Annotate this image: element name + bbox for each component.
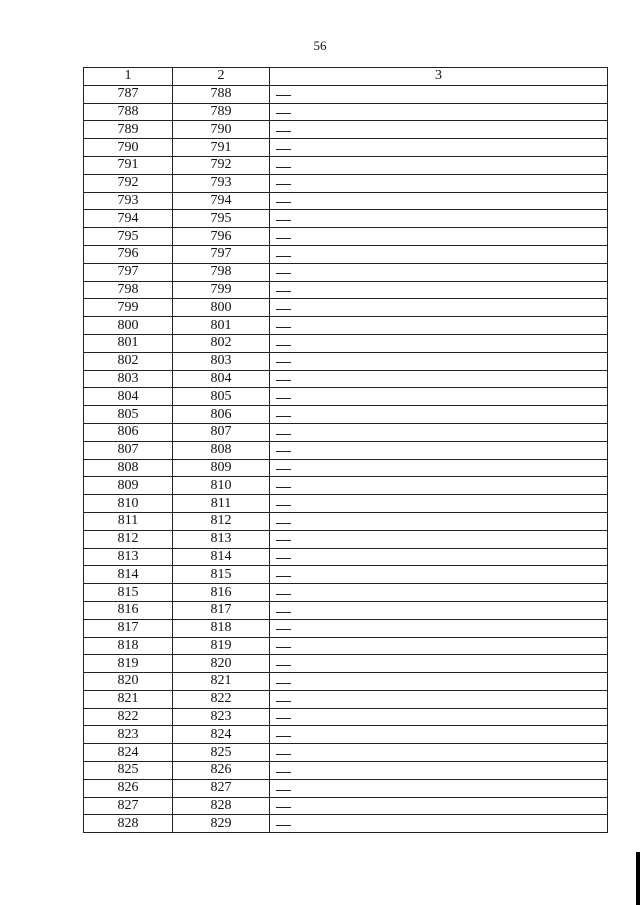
table-cell-dash xyxy=(270,370,608,388)
table-row xyxy=(84,317,608,335)
table-cell-dash xyxy=(270,726,608,744)
column-header-3: 3 xyxy=(270,68,608,86)
table-cell-col1: 789 xyxy=(84,121,173,139)
table-cell-col1: 812 xyxy=(84,530,173,548)
table-cell-col1: 805 xyxy=(84,406,173,424)
table-cell-col2: 795 xyxy=(173,210,270,228)
table-cell-col1: 791 xyxy=(84,156,173,174)
table-row xyxy=(84,245,608,263)
table-cell-col1: 809 xyxy=(84,477,173,495)
table-cell-col2: 813 xyxy=(173,530,270,548)
table-cell-col1: 806 xyxy=(84,423,173,441)
table-cell-col1: 787 xyxy=(84,85,173,103)
table-cell-col1: 810 xyxy=(84,495,173,513)
table-cell-dash xyxy=(270,352,608,370)
dash-mark xyxy=(276,362,291,363)
table-cell-dash xyxy=(270,388,608,406)
dash-mark xyxy=(276,540,291,541)
table-cell-dash xyxy=(270,655,608,673)
dash-mark xyxy=(276,167,291,168)
table-cell-col2: 815 xyxy=(173,566,270,584)
page-edge-mark xyxy=(636,852,640,905)
table-cell-dash xyxy=(270,192,608,210)
table-row xyxy=(84,726,608,744)
table-cell-col1: 820 xyxy=(84,673,173,691)
table-cell-col1: 824 xyxy=(84,744,173,762)
dash-mark xyxy=(276,220,291,221)
dash-mark xyxy=(276,184,291,185)
table-row xyxy=(84,210,608,228)
table-cell-col2: 791 xyxy=(173,139,270,157)
table-cell-dash xyxy=(270,317,608,335)
table-cell-col2: 801 xyxy=(173,317,270,335)
table-cell-col2: 796 xyxy=(173,228,270,246)
dash-mark xyxy=(276,291,291,292)
dash-mark xyxy=(276,612,291,613)
table-cell-dash xyxy=(270,512,608,530)
dash-mark xyxy=(276,451,291,452)
table-cell-col1: 813 xyxy=(84,548,173,566)
table-cell-dash xyxy=(270,263,608,281)
table-cell-col1: 800 xyxy=(84,317,173,335)
table-cell-dash xyxy=(270,228,608,246)
table-cell-col2: 829 xyxy=(173,815,270,833)
table-row xyxy=(84,779,608,797)
table-cell-col2: 818 xyxy=(173,619,270,637)
table-row xyxy=(84,281,608,299)
dash-mark xyxy=(276,772,291,773)
table-row xyxy=(84,548,608,566)
dash-mark xyxy=(276,95,291,96)
table-cell-col1: 819 xyxy=(84,655,173,673)
table-row xyxy=(84,441,608,459)
column-header-1: 1 xyxy=(84,68,173,86)
dash-mark xyxy=(276,576,291,577)
table-cell-col2: 823 xyxy=(173,708,270,726)
table-row xyxy=(84,673,608,691)
table-cell-col1: 818 xyxy=(84,637,173,655)
table-cell-col2: 817 xyxy=(173,601,270,619)
table-cell-col2: 804 xyxy=(173,370,270,388)
table-row xyxy=(84,388,608,406)
table-row xyxy=(84,121,608,139)
dash-mark xyxy=(276,736,291,737)
table-row xyxy=(84,423,608,441)
dash-mark xyxy=(276,309,291,310)
table-header-row xyxy=(84,68,608,86)
table-row xyxy=(84,601,608,619)
table-cell-col2: 822 xyxy=(173,690,270,708)
table-row xyxy=(84,708,608,726)
table-cell-col1: 815 xyxy=(84,584,173,602)
table-row xyxy=(84,85,608,103)
table-cell-dash xyxy=(270,423,608,441)
table-row xyxy=(84,139,608,157)
table-cell-col1: 821 xyxy=(84,690,173,708)
table-cell-col1: 817 xyxy=(84,619,173,637)
dash-mark xyxy=(276,273,291,274)
dash-mark xyxy=(276,380,291,381)
dash-mark xyxy=(276,345,291,346)
table-cell-dash xyxy=(270,637,608,655)
table-cell-dash xyxy=(270,690,608,708)
table-cell-col1: 823 xyxy=(84,726,173,744)
table-cell-col2: 807 xyxy=(173,423,270,441)
table-cell-col2: 826 xyxy=(173,762,270,780)
table-cell-dash xyxy=(270,334,608,352)
table-cell-dash xyxy=(270,548,608,566)
table-cell-dash xyxy=(270,406,608,424)
table-cell-col2: 805 xyxy=(173,388,270,406)
table-cell-dash xyxy=(270,619,608,637)
table-cell-dash xyxy=(270,459,608,477)
table-cell-dash xyxy=(270,281,608,299)
table-row xyxy=(84,156,608,174)
table-cell-col1: 793 xyxy=(84,192,173,210)
table-cell-col2: 809 xyxy=(173,459,270,477)
table-cell-col1: 792 xyxy=(84,174,173,192)
table-cell-dash xyxy=(270,477,608,495)
dash-mark xyxy=(276,113,291,114)
table-row xyxy=(84,584,608,602)
table-cell-col1: 790 xyxy=(84,139,173,157)
table-cell-col1: 814 xyxy=(84,566,173,584)
table-cell-col2: 803 xyxy=(173,352,270,370)
table-row xyxy=(84,192,608,210)
table-cell-dash xyxy=(270,744,608,762)
table-row xyxy=(84,762,608,780)
table-cell-col2: 808 xyxy=(173,441,270,459)
table-cell-col1: 822 xyxy=(84,708,173,726)
table-cell-col1: 807 xyxy=(84,441,173,459)
table-cell-dash xyxy=(270,530,608,548)
table-cell-col2: 816 xyxy=(173,584,270,602)
dash-mark xyxy=(276,487,291,488)
dash-mark xyxy=(276,558,291,559)
table-cell-dash xyxy=(270,85,608,103)
dash-mark xyxy=(276,505,291,506)
dash-mark xyxy=(276,647,291,648)
table-row xyxy=(84,228,608,246)
dash-mark xyxy=(276,469,291,470)
table-row xyxy=(84,815,608,833)
table-row xyxy=(84,334,608,352)
dash-mark xyxy=(276,754,291,755)
dash-mark xyxy=(276,202,291,203)
table-cell-col2: 789 xyxy=(173,103,270,121)
dash-mark xyxy=(276,683,291,684)
table-cell-dash xyxy=(270,174,608,192)
table-row xyxy=(84,459,608,477)
table-cell-col2: 821 xyxy=(173,673,270,691)
table-cell-col1: 802 xyxy=(84,352,173,370)
table-cell-col2: 798 xyxy=(173,263,270,281)
table-cell-dash xyxy=(270,495,608,513)
table-cell-col2: 828 xyxy=(173,797,270,815)
dash-mark xyxy=(276,327,291,328)
dash-mark xyxy=(276,701,291,702)
table-cell-dash xyxy=(270,797,608,815)
table-row xyxy=(84,352,608,370)
table-cell-col2: 806 xyxy=(173,406,270,424)
table-cell-col2: 827 xyxy=(173,779,270,797)
table-cell-col2: 794 xyxy=(173,192,270,210)
table-row xyxy=(84,619,608,637)
table-row xyxy=(84,103,608,121)
table-cell-col1: 797 xyxy=(84,263,173,281)
table-row xyxy=(84,530,608,548)
table-cell-dash xyxy=(270,708,608,726)
table-cell-col1: 788 xyxy=(84,103,173,121)
table-cell-col2: 797 xyxy=(173,245,270,263)
table-cell-col2: 790 xyxy=(173,121,270,139)
table-cell-dash xyxy=(270,601,608,619)
table-row xyxy=(84,406,608,424)
table-cell-col1: 825 xyxy=(84,762,173,780)
dash-mark xyxy=(276,398,291,399)
table-cell-dash xyxy=(270,441,608,459)
dash-mark xyxy=(276,718,291,719)
table-cell-dash xyxy=(270,779,608,797)
dash-mark xyxy=(276,629,291,630)
table-cell-dash xyxy=(270,673,608,691)
dash-mark xyxy=(276,434,291,435)
table-cell-col2: 810 xyxy=(173,477,270,495)
table-cell-col1: 796 xyxy=(84,245,173,263)
table-row xyxy=(84,566,608,584)
table-cell-dash xyxy=(270,103,608,121)
table-row xyxy=(84,370,608,388)
table-cell-col1: 826 xyxy=(84,779,173,797)
table-cell-col2: 800 xyxy=(173,299,270,317)
table-cell-col2: 820 xyxy=(173,655,270,673)
table-cell-dash xyxy=(270,566,608,584)
column-header-2: 2 xyxy=(173,68,270,86)
page-number: 56 xyxy=(313,38,327,53)
table-row xyxy=(84,495,608,513)
table-cell-dash xyxy=(270,299,608,317)
dash-mark xyxy=(276,665,291,666)
dash-mark xyxy=(276,416,291,417)
table-row xyxy=(84,512,608,530)
table-row xyxy=(84,655,608,673)
table-cell-col1: 827 xyxy=(84,797,173,815)
table-cell-col1: 798 xyxy=(84,281,173,299)
table-cell-col1: 804 xyxy=(84,388,173,406)
table-cell-dash xyxy=(270,156,608,174)
table-row xyxy=(84,299,608,317)
dash-mark xyxy=(276,807,291,808)
dash-mark xyxy=(276,149,291,150)
dash-mark xyxy=(276,825,291,826)
table-row xyxy=(84,744,608,762)
table-cell-col1: 795 xyxy=(84,228,173,246)
dash-mark xyxy=(276,790,291,791)
table-cell-col2: 812 xyxy=(173,512,270,530)
table-cell-col2: 819 xyxy=(173,637,270,655)
table-cell-col2: 825 xyxy=(173,744,270,762)
table-cell-dash xyxy=(270,815,608,833)
table-cell-col1: 803 xyxy=(84,370,173,388)
dash-mark xyxy=(276,523,291,524)
table-cell-col2: 802 xyxy=(173,334,270,352)
table-body xyxy=(84,85,608,832)
dash-mark xyxy=(276,238,291,239)
table-cell-col2: 792 xyxy=(173,156,270,174)
table-cell-col1: 799 xyxy=(84,299,173,317)
table-cell-col1: 816 xyxy=(84,601,173,619)
table-row xyxy=(84,637,608,655)
table-cell-dash xyxy=(270,584,608,602)
table-row xyxy=(84,690,608,708)
table-cell-col2: 793 xyxy=(173,174,270,192)
data-table xyxy=(83,67,608,833)
table-cell-dash xyxy=(270,121,608,139)
table-row xyxy=(84,263,608,281)
table-cell-col1: 828 xyxy=(84,815,173,833)
table-cell-col2: 788 xyxy=(173,85,270,103)
table-cell-col1: 811 xyxy=(84,512,173,530)
dash-mark xyxy=(276,594,291,595)
table-cell-col2: 814 xyxy=(173,548,270,566)
table-cell-col2: 811 xyxy=(173,495,270,513)
table-cell-dash xyxy=(270,139,608,157)
table-cell-col2: 799 xyxy=(173,281,270,299)
table-cell-col2: 824 xyxy=(173,726,270,744)
table-cell-dash xyxy=(270,210,608,228)
table-cell-dash xyxy=(270,245,608,263)
dash-mark xyxy=(276,256,291,257)
dash-mark xyxy=(276,131,291,132)
table-cell-col1: 801 xyxy=(84,334,173,352)
table-row xyxy=(84,797,608,815)
table-cell-dash xyxy=(270,762,608,780)
table-cell-col1: 794 xyxy=(84,210,173,228)
table-cell-col1: 808 xyxy=(84,459,173,477)
table-row xyxy=(84,477,608,495)
table-row xyxy=(84,174,608,192)
